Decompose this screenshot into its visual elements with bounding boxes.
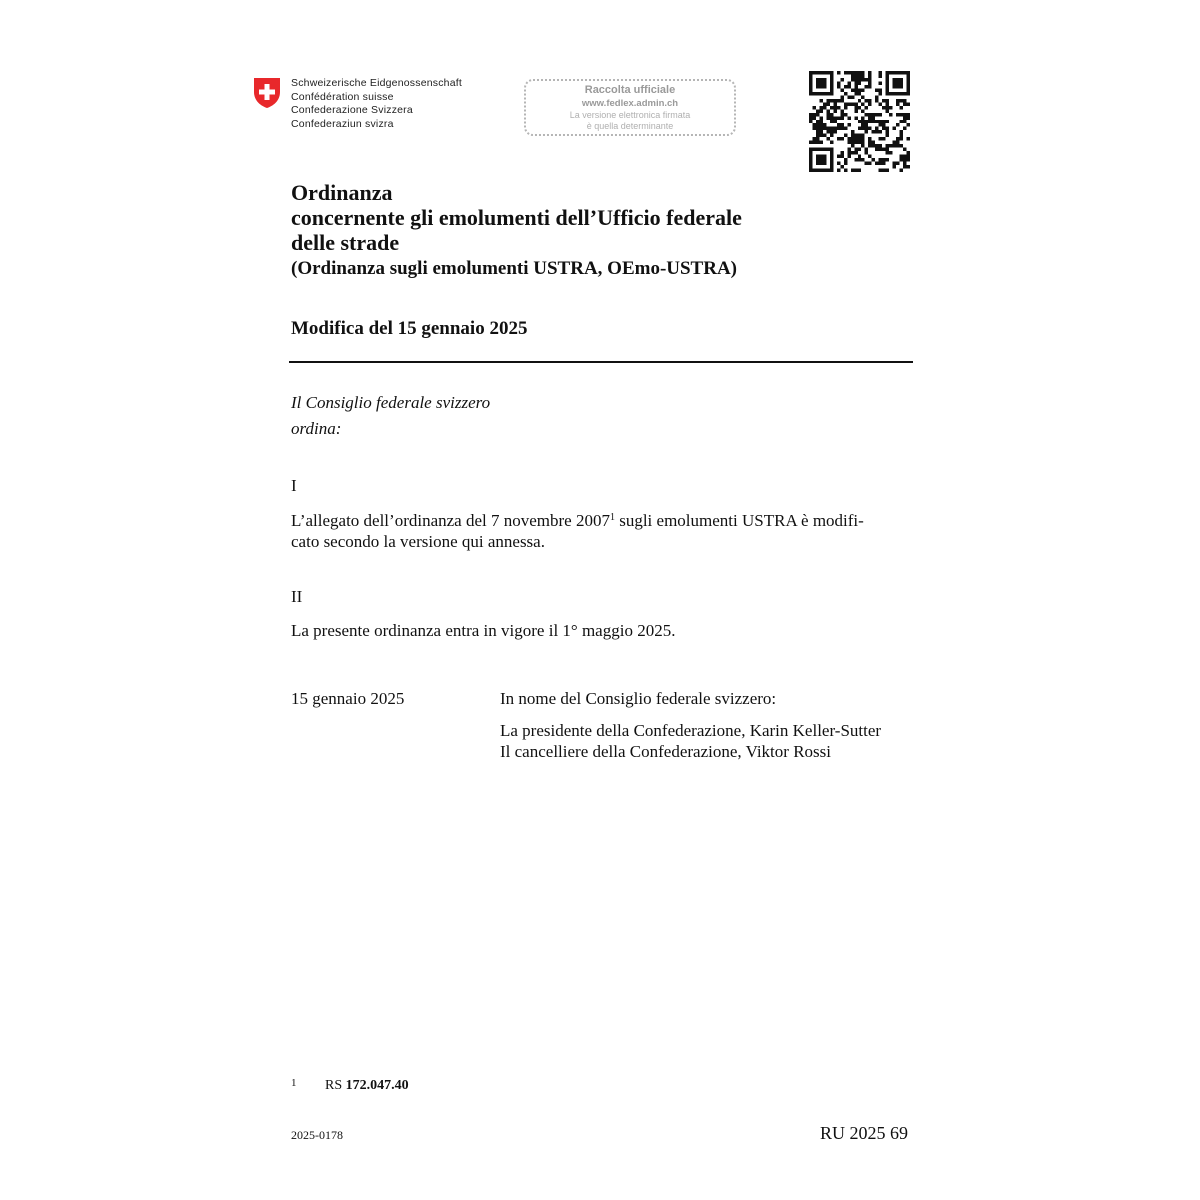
official-collection-reference: RU 2025 69	[819, 1123, 908, 1143]
modification-date: Modifica del 15 gennaio 2025	[291, 318, 528, 339]
confederation-names	[291, 77, 462, 131]
signature-chancellor: Il cancelliere della Confederazione, Viktor Rossi	[500, 742, 831, 761]
preamble-ordains: ordina:	[291, 419, 342, 438]
swiss-coat-of-arms-icon	[253, 77, 281, 109]
stamp-title: Raccolta ufficiale	[584, 84, 676, 96]
document-number: 2025-0178	[291, 1128, 343, 1142]
document-subtitle: (Ordinanza sugli emolumenti USTRA, OEmo-USTRA)	[291, 258, 737, 279]
footnote	[291, 1077, 409, 1094]
document-title	[291, 180, 742, 255]
confederation-name-it: Confederazione Svizzera	[291, 104, 413, 116]
title-line-2: concernente gli emolumenti dell’Ufficio federale	[291, 205, 742, 230]
title-line-1: Ordinanza	[291, 180, 393, 205]
section-1-text-line-2: cato secondo la versione qui annessa.	[291, 532, 545, 551]
official-collection-stamp	[524, 79, 736, 136]
confederation-name-rm: Confederaziun svizra	[291, 117, 394, 130]
confederation-name-de: Schweizerische Eidgenossenschaft	[291, 77, 462, 89]
footnote-prefix: RS	[325, 1078, 346, 1093]
title-line-3: delle strade	[291, 230, 400, 255]
section-2-heading: II	[291, 587, 303, 606]
stamp-url: www.fedlex.admin.ch	[581, 98, 679, 109]
signature-on-behalf: In nome del Consiglio federale svizzero:	[500, 689, 777, 708]
footnote-reference: 1	[609, 512, 615, 523]
section-2-text: La presente ordinanza entra in vigore il 1° maggio 2025.	[291, 621, 676, 640]
footnote-reference-number: 172.047.40	[345, 1078, 409, 1093]
section-1-heading: I	[291, 476, 297, 495]
qr-finder-pattern	[809, 148, 833, 172]
qr-code-icon	[809, 71, 910, 172]
stamp-note-line1: La versione elettronica firmata	[569, 110, 691, 120]
section-1-text-line-1	[291, 510, 864, 531]
signature-president: La presidente della Confederazione, Karin Keller-Sutter	[500, 721, 882, 740]
section-1-text-start: L’allegato dell’ordinanza del 7 novembre 2007	[291, 511, 610, 530]
qr-finder-pattern	[809, 71, 833, 95]
preamble-authority: Il Consiglio federale svizzero	[291, 393, 491, 412]
qr-finder-pattern	[886, 71, 910, 95]
signature-date: 15 gennaio 2025	[291, 689, 405, 708]
title-divider	[289, 361, 913, 363]
section-1-text-end: sugli emolumenti USTRA è modifi-	[614, 511, 864, 530]
footnote-number: 1	[291, 1077, 297, 1089]
stamp-note-line2: è quella determinante	[586, 121, 674, 131]
confederation-name-fr: Confédération suisse	[291, 90, 394, 103]
